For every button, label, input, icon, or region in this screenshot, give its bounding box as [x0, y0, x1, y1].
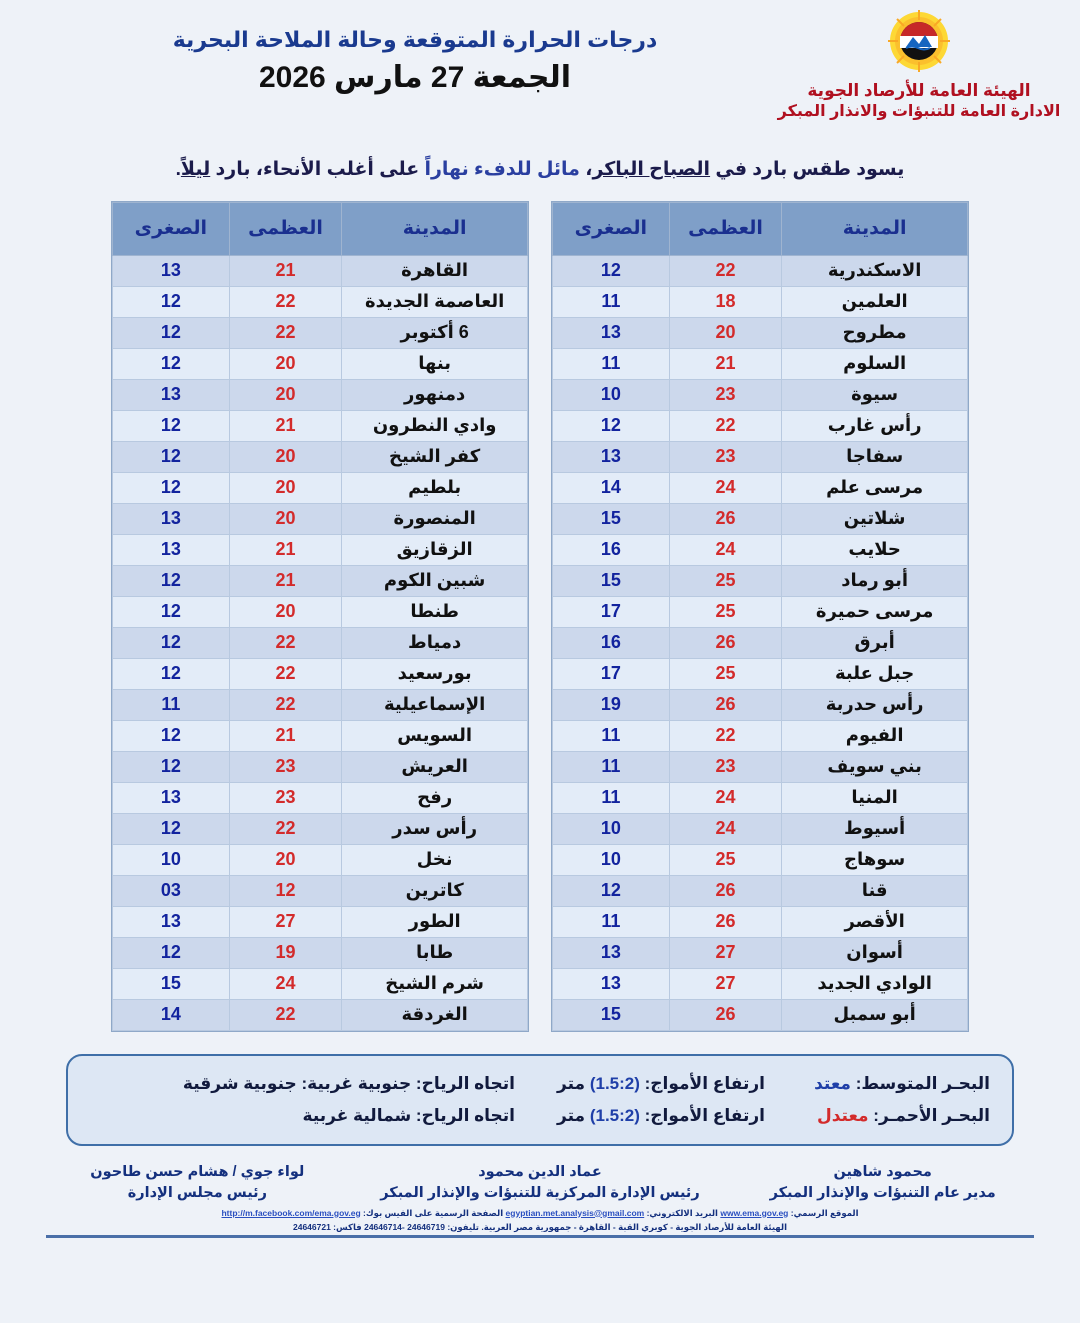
signature-name: محمود شاهين [833, 1163, 932, 1180]
cell-max-temp: 23 [229, 751, 342, 782]
signature-block [26, 1162, 369, 1204]
organization-block [774, 10, 1064, 123]
table-row [113, 348, 528, 379]
cell-max-temp: 22 [229, 689, 342, 720]
table-row [553, 379, 968, 410]
contact-line [26, 1208, 1054, 1218]
cell-city: رأس غارب [782, 410, 968, 441]
table-row [113, 565, 528, 596]
table-row [553, 720, 968, 751]
cell-min-temp: 16 [553, 534, 670, 565]
contact-fb-label: الصفحة الرسمية على الفيس بوك: [363, 1207, 504, 1218]
cell-max-temp: 22 [229, 286, 342, 317]
cell-city: السويس [342, 720, 528, 751]
cell-max-temp: 23 [669, 751, 782, 782]
cell-max-temp: 24 [669, 472, 782, 503]
cell-max-temp: 21 [229, 720, 342, 751]
cell-min-temp: 13 [553, 937, 670, 968]
wind-direction-label: اتجاه الرياح: [411, 1073, 515, 1093]
cell-max-temp: 20 [229, 596, 342, 627]
page-footer [0, 1162, 1080, 1238]
page-title: درجات الحرارة المتوقعة وحالة الملاحة البحرية [172, 27, 658, 52]
cell-min-temp: 12 [113, 317, 230, 348]
cell-city: المنيا [782, 782, 968, 813]
cell-min-temp: 12 [113, 937, 230, 968]
table-row [113, 627, 528, 658]
column-header-max: العظمى [669, 202, 782, 255]
title-block [0, 26, 830, 96]
table-row [113, 441, 528, 472]
table-row [113, 999, 528, 1030]
table-row [113, 379, 528, 410]
column-header-min: الصغرى [113, 202, 230, 255]
table-row [553, 596, 968, 627]
cell-city: كفر الشيخ [342, 441, 528, 472]
column-header-city: المدينة [782, 202, 968, 255]
sea-state-value: معتدل [816, 1105, 869, 1125]
cell-city: الأقصر [782, 906, 968, 937]
cell-city: رفح [342, 782, 528, 813]
wave-height-label: ارتفاع الأمواج: [639, 1105, 765, 1125]
wave-height-value: (1.5:2) [589, 1105, 640, 1125]
cell-min-temp: 12 [553, 410, 670, 441]
cell-city: دمنهور [342, 379, 528, 410]
signature-block [369, 1162, 712, 1204]
cell-city: طنطا [342, 596, 528, 627]
column-header-min: الصغرى [553, 202, 670, 255]
contact-address: الهيئة العامة للأرصاد الجوية - كوبري القبة - القاهرة - جمهورية مصر العربية. تليفون: 24646719 -24646714 فاكس: 24646721 [292, 1221, 788, 1232]
table-row [113, 875, 528, 906]
table-row [113, 720, 528, 751]
table-row [553, 906, 968, 937]
cell-min-temp: 12 [113, 751, 230, 782]
table-row [113, 255, 528, 286]
cell-city: سوهاج [782, 844, 968, 875]
sea-name [765, 1106, 990, 1126]
table-row [553, 286, 968, 317]
cell-min-temp: 13 [113, 782, 230, 813]
table-row [553, 503, 968, 534]
cell-city: رأس سدر [342, 813, 528, 844]
table-row [113, 658, 528, 689]
cell-min-temp: 12 [113, 286, 230, 317]
wave-height-label: ارتفاع الأمواج: [639, 1073, 765, 1093]
summary-part-2: الصباح الباكر [592, 159, 711, 180]
footer-divider [46, 1235, 1034, 1238]
table-row [113, 906, 528, 937]
cell-city: الفيوم [782, 720, 968, 751]
summary-part-4: مائل للدفء نهاراً [424, 159, 580, 180]
cell-min-temp: 12 [113, 596, 230, 627]
cell-min-temp: 12 [113, 441, 230, 472]
cell-city: مرسى علم [782, 472, 968, 503]
cell-max-temp: 20 [229, 441, 342, 472]
cell-city: وادي النطرون [342, 410, 528, 441]
cell-max-temp: 22 [229, 627, 342, 658]
table-row [553, 627, 968, 658]
temperature-table-right [111, 201, 529, 1032]
cell-min-temp: 13 [553, 441, 670, 472]
cell-max-temp: 25 [669, 658, 782, 689]
table-row [113, 968, 528, 999]
table-header-row [553, 202, 968, 255]
cell-max-temp: 27 [669, 937, 782, 968]
cell-city: دمياط [342, 627, 528, 658]
wave-height-unit: متر [557, 1073, 590, 1093]
cell-min-temp: 12 [113, 658, 230, 689]
cell-min-temp: 12 [113, 720, 230, 751]
cell-min-temp: 11 [553, 720, 670, 751]
cell-city: أبو رماد [782, 565, 968, 596]
forecast-date: الجمعة 27 مارس 2026 [258, 60, 572, 94]
cell-city: بني سويف [782, 751, 968, 782]
wave-height [515, 1106, 765, 1126]
table-row [113, 782, 528, 813]
table-row [553, 689, 968, 720]
column-header-city: المدينة [342, 202, 528, 255]
cell-city: أبو سمبل [782, 999, 968, 1030]
cell-max-temp: 20 [229, 472, 342, 503]
cell-city: نخل [342, 844, 528, 875]
cell-min-temp: 12 [113, 813, 230, 844]
signature-block [711, 1162, 1054, 1204]
cell-max-temp: 20 [229, 379, 342, 410]
cell-min-temp: 15 [553, 503, 670, 534]
table-row [113, 813, 528, 844]
cell-max-temp: 23 [669, 441, 782, 472]
cell-city: 6 أكتوبر [342, 317, 528, 348]
table-row [113, 317, 528, 348]
cell-max-temp: 20 [669, 317, 782, 348]
cell-city: بلطيم [342, 472, 528, 503]
table-row [553, 875, 968, 906]
cell-min-temp: 13 [553, 317, 670, 348]
cell-max-temp: 24 [669, 782, 782, 813]
marine-row [90, 1100, 990, 1132]
page-header [0, 0, 1080, 150]
table-row [553, 534, 968, 565]
cell-max-temp: 26 [669, 503, 782, 534]
table-header-row [113, 202, 528, 255]
cell-max-temp: 12 [229, 875, 342, 906]
cell-city: أسيوط [782, 813, 968, 844]
cell-city: الطور [342, 906, 528, 937]
marine-row [90, 1068, 990, 1100]
table-row [113, 472, 528, 503]
cell-min-temp: 11 [553, 286, 670, 317]
table-row [553, 813, 968, 844]
cell-city: الاسكندرية [782, 255, 968, 286]
table-row [553, 751, 968, 782]
signature-role: رئيس مجلس الإدارة [127, 1184, 267, 1201]
signature-role: رئيس الإدارة المركزية للتنبؤات والإنذار المبكر [380, 1184, 700, 1201]
cell-max-temp: 23 [669, 379, 782, 410]
cell-city: الزقازيق [342, 534, 528, 565]
cell-min-temp: 10 [113, 844, 230, 875]
cell-max-temp: 22 [229, 999, 342, 1030]
cell-max-temp: 18 [669, 286, 782, 317]
cell-min-temp: 12 [553, 255, 670, 286]
cell-min-temp: 13 [113, 534, 230, 565]
cell-min-temp: 11 [553, 782, 670, 813]
cell-min-temp: 17 [553, 658, 670, 689]
table-row [113, 410, 528, 441]
cell-min-temp: 13 [113, 906, 230, 937]
cell-min-temp: 12 [553, 875, 670, 906]
table-row [553, 441, 968, 472]
table-row [113, 751, 528, 782]
cell-min-temp: 13 [553, 968, 670, 999]
org-department: الادارة العامة للتنبؤات والانذار المبكر [777, 103, 1061, 121]
cell-min-temp: 15 [553, 565, 670, 596]
cell-min-temp: 13 [113, 503, 230, 534]
table-row [553, 658, 968, 689]
wave-height-value: (1.5:2) [589, 1073, 640, 1093]
cell-max-temp: 24 [669, 813, 782, 844]
cell-min-temp: 12 [113, 627, 230, 658]
table-row [553, 999, 968, 1030]
cell-min-temp: 13 [113, 255, 230, 286]
cell-max-temp: 26 [669, 875, 782, 906]
cell-max-temp: 25 [669, 596, 782, 627]
cell-min-temp: 10 [553, 844, 670, 875]
cell-city: العاصمة الجديدة [342, 286, 528, 317]
cell-min-temp: 11 [553, 348, 670, 379]
cell-city: شرم الشيخ [342, 968, 528, 999]
cell-min-temp: 16 [553, 627, 670, 658]
signature-row [26, 1162, 1054, 1204]
table-row [553, 348, 968, 379]
cell-city: شلاتين [782, 503, 968, 534]
cell-max-temp: 27 [229, 906, 342, 937]
sea-name-label: البحـر الأحمـر: [868, 1105, 990, 1125]
cell-city: السلوم [782, 348, 968, 379]
signature-name: عماد الدين محمود [478, 1163, 602, 1180]
cell-min-temp: 12 [113, 472, 230, 503]
cell-max-temp: 19 [229, 937, 342, 968]
cell-city: شبين الكوم [342, 565, 528, 596]
table-row [553, 968, 968, 999]
table-row [113, 937, 528, 968]
cell-min-temp: 12 [113, 410, 230, 441]
cell-city: كاترين [342, 875, 528, 906]
cell-min-temp: 14 [553, 472, 670, 503]
wind-direction [90, 1074, 515, 1094]
cell-max-temp: 24 [229, 968, 342, 999]
cell-max-temp: 20 [229, 348, 342, 379]
summary-part-3: ، [579, 159, 593, 180]
cell-min-temp: 13 [113, 379, 230, 410]
weather-summary [0, 156, 1080, 185]
sea-name [765, 1074, 990, 1094]
temperature-tables [0, 201, 1080, 1032]
cell-city: حلايب [782, 534, 968, 565]
cell-city: أسوان [782, 937, 968, 968]
cell-min-temp: 11 [553, 751, 670, 782]
table-body-right [113, 255, 528, 1030]
cell-max-temp: 23 [229, 782, 342, 813]
summary-part-6: ليلاً [180, 159, 211, 180]
signature-role: مدير عام التنبؤات والإنذار المبكر [769, 1184, 996, 1201]
contact-site[interactable]: www.ema.gov.eg [720, 1207, 789, 1218]
cell-city: الغردقة [342, 999, 528, 1030]
contact-site-label: الموقع الرسمي: [790, 1207, 859, 1218]
table-row [113, 534, 528, 565]
cell-max-temp: 20 [229, 844, 342, 875]
cell-max-temp: 21 [229, 534, 342, 565]
cell-city: سيوة [782, 379, 968, 410]
summary-part-7: . [175, 159, 181, 180]
cell-min-temp: 15 [553, 999, 670, 1030]
cell-city: جبل علبة [782, 658, 968, 689]
table-row [553, 844, 968, 875]
cell-max-temp: 22 [229, 813, 342, 844]
cell-min-temp: 12 [113, 565, 230, 596]
cell-max-temp: 27 [669, 968, 782, 999]
cell-max-temp: 22 [229, 317, 342, 348]
cell-city: طابا [342, 937, 528, 968]
wave-height-unit: متر [557, 1105, 590, 1125]
table-row [553, 255, 968, 286]
column-header-max: العظمى [229, 202, 342, 255]
table-row [553, 782, 968, 813]
cell-max-temp: 26 [669, 627, 782, 658]
cell-max-temp: 26 [669, 999, 782, 1030]
cell-city: رأس حدربة [782, 689, 968, 720]
table-row [113, 503, 528, 534]
cell-min-temp: 11 [113, 689, 230, 720]
summary-part-5: على أغلب الأنحاء، بارد [210, 159, 425, 180]
cell-max-temp: 21 [669, 348, 782, 379]
sun-emblem-icon [882, 10, 956, 76]
cell-city: الوادي الجديد [782, 968, 968, 999]
table-row [553, 565, 968, 596]
marine-conditions-box [66, 1054, 1014, 1146]
cell-min-temp: 03 [113, 875, 230, 906]
cell-min-temp: 10 [553, 379, 670, 410]
cell-max-temp: 21 [229, 255, 342, 286]
cell-max-temp: 21 [229, 410, 342, 441]
cell-max-temp: 24 [669, 534, 782, 565]
wind-direction-value: شمالية غربية [302, 1105, 412, 1125]
contact-email-label: البريد الالكتروني: [646, 1207, 718, 1218]
wind-direction [90, 1106, 515, 1126]
cell-city: القاهرة [342, 255, 528, 286]
cell-min-temp: 10 [553, 813, 670, 844]
cell-max-temp: 25 [669, 565, 782, 596]
cell-min-temp: 15 [113, 968, 230, 999]
cell-city: أبرق [782, 627, 968, 658]
cell-min-temp: 12 [113, 348, 230, 379]
cell-min-temp: 11 [553, 906, 670, 937]
cell-city: مطروح [782, 317, 968, 348]
contact-facebook[interactable]: http://m.facebook.com/ema.gov.eg [221, 1207, 361, 1218]
cell-max-temp: 26 [669, 906, 782, 937]
org-name: الهيئة العامة للأرصاد الجوية [807, 81, 1031, 100]
cell-city: بنها [342, 348, 528, 379]
cell-min-temp: 17 [553, 596, 670, 627]
cell-city: سفاجا [782, 441, 968, 472]
table-body-left [553, 255, 968, 1030]
cell-city: قنا [782, 875, 968, 906]
cell-max-temp: 22 [229, 658, 342, 689]
cell-max-temp: 21 [229, 565, 342, 596]
cell-city: العريش [342, 751, 528, 782]
cell-max-temp: 26 [669, 689, 782, 720]
cell-city: الإسماعيلية [342, 689, 528, 720]
cell-max-temp: 22 [669, 720, 782, 751]
cell-max-temp: 22 [669, 410, 782, 441]
sea-state-value: معتد [814, 1073, 851, 1093]
cell-max-temp: 25 [669, 844, 782, 875]
cell-city: مرسى حميرة [782, 596, 968, 627]
table-row [553, 410, 968, 441]
cell-city: العلمين [782, 286, 968, 317]
wind-direction-label: اتجاه الرياح: [411, 1105, 515, 1125]
table-row [113, 596, 528, 627]
wave-height [515, 1074, 765, 1094]
signature-name: لواء جوي / هشام حسن طاحون [90, 1163, 305, 1180]
cell-city: بورسعيد [342, 658, 528, 689]
wind-direction-value: جنوبية غربية: جنوبية شرقية [182, 1073, 412, 1093]
cell-min-temp: 14 [113, 999, 230, 1030]
table-row [553, 317, 968, 348]
contact-email[interactable]: egyptian.met.analysis@gmail.com [505, 1207, 645, 1218]
temperature-table-left [551, 201, 969, 1032]
table-row [553, 937, 968, 968]
cell-max-temp: 20 [229, 503, 342, 534]
sea-name-label: البحـر المتوسط: [850, 1073, 990, 1093]
table-row [113, 844, 528, 875]
cell-city: المنصورة [342, 503, 528, 534]
table-row [113, 689, 528, 720]
table-row [113, 286, 528, 317]
cell-max-temp: 22 [669, 255, 782, 286]
table-row [553, 472, 968, 503]
cell-min-temp: 19 [553, 689, 670, 720]
summary-part-1: يسود طقس بارد في [710, 159, 905, 180]
